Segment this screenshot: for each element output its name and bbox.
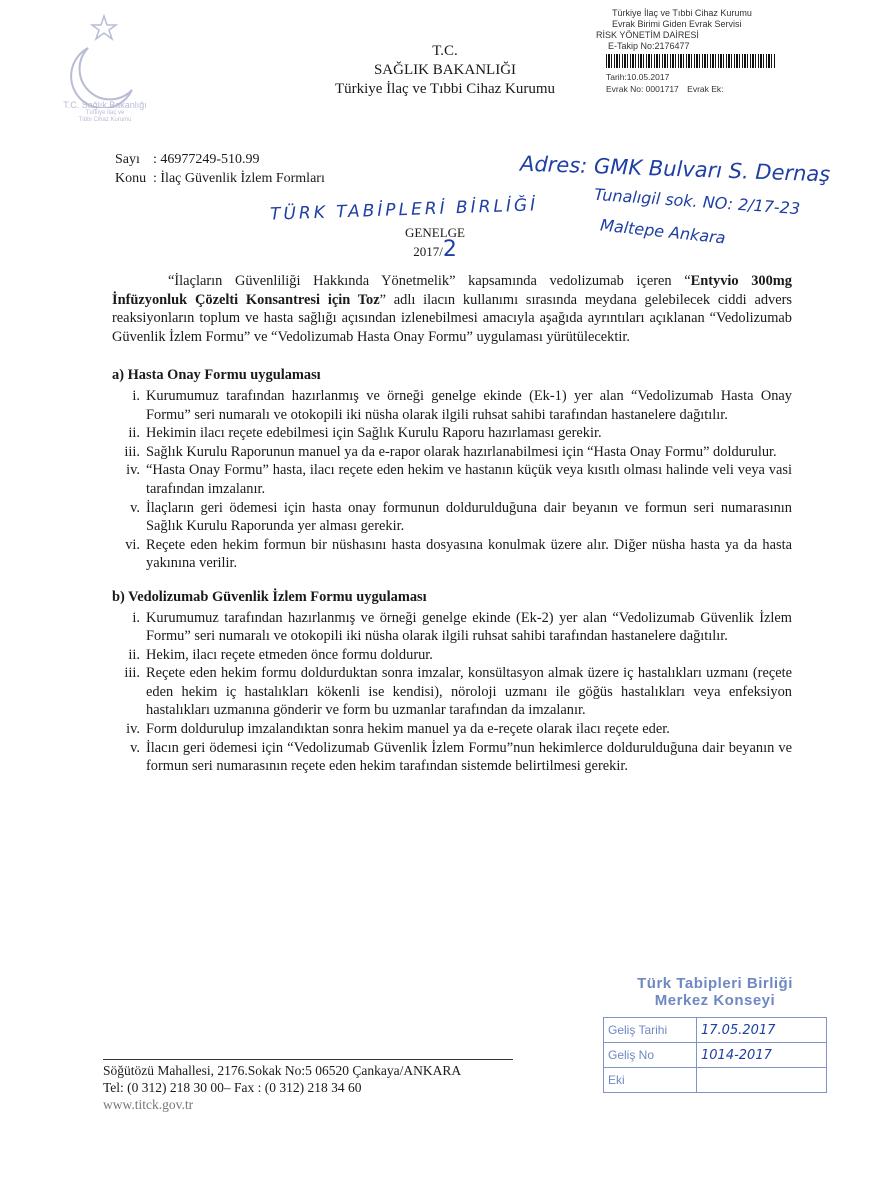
section-b	[112, 588, 792, 776]
item-text: Reçete eden hekim formu doldurduktan sonra imzalar, konsültasyon almak üzere iç hastalıkları uzmanı (reçete eden hekim iç hastalıkları kökenli ise kendisi), nöroloji uzmanı ile göğüs hastalıkları veya enfeksiyon hastalıkları uzmanına gönderir ve form bu uzmanlar tarafından da imzalanır.	[146, 665, 792, 719]
footer-phone: Tel: (0 312) 218 30 00– Fax : (0 312) 218 34 60	[103, 1080, 362, 1095]
logo-line-1: T.C. Sağlık Bakanlığı	[63, 100, 147, 110]
item-text: Kurumumuz tarafından hazırlanmış ve örneği genelge ekinde (Ek-2) yer alan “Vedolizumab Güvenlik İzlem Formu” seri numaralı ve otokopili iki nüsha olarak ilgili ruhsat sahibi tarafından hastanelere dağıtılır.	[146, 609, 792, 645]
circular-number	[385, 224, 485, 260]
receipt-stamp	[603, 975, 827, 1107]
handwritten-address: Adres: GMK Bulvarı S. Dernaş	[519, 151, 831, 187]
document-meta	[115, 150, 325, 188]
item-text: İlaçların geri ödemesi için hasta onay formunun doldurulduğuna dair beyanın ve formun seri numarasının Sağlık Kurulu Raporunda yer alması gerekir.	[146, 499, 792, 535]
item-number: v.	[130, 499, 140, 516]
list-item	[112, 461, 792, 498]
letterhead	[250, 42, 640, 99]
receipt-value: 1014-2017	[697, 1043, 827, 1068]
item-number: iii.	[124, 443, 140, 460]
section-a	[112, 366, 792, 573]
stamp-evrak-no: Evrak No: 0001717	[606, 84, 679, 94]
receipt-value: 17.05.2017	[697, 1018, 827, 1043]
table-row	[604, 1068, 827, 1093]
list-item	[112, 536, 792, 573]
handwritten-recipient: TÜRK TABİPLERİ BİRLİĞİ	[269, 195, 539, 225]
list-item	[112, 499, 792, 536]
item-number: v.	[130, 739, 140, 756]
barcode	[606, 54, 776, 68]
receipt-value	[697, 1068, 827, 1093]
sayi-label: Sayı	[115, 152, 140, 167]
item-text: Form doldurulup imzalandıktan sonra hekim manuel ya da e-reçete olarak ilacı reçete eder.	[146, 721, 670, 738]
footer-website: www.titck.gov.tr	[103, 1097, 194, 1112]
table-row	[604, 1018, 827, 1043]
footer-address: Söğütözü Mahallesi, 2176.Sokak No:5 06520 Çankaya/ANKARA	[103, 1063, 462, 1078]
receipt-stamp-council: Merkez Konseyi	[654, 992, 776, 1009]
item-number: iv.	[126, 721, 140, 738]
logo-line-3: Tıbbi Cihaz Kurumu	[78, 117, 132, 123]
list-item	[112, 739, 792, 776]
item-number: ii.	[128, 425, 140, 442]
footer	[103, 1062, 461, 1113]
genelge-label: GENELGE	[405, 225, 465, 240]
genelge-year: 2017/	[413, 244, 443, 259]
intro-text-1: “İlaçların Güvenliliği Hakkında Yönetmelik” kapsamında vedolizumab içeren “	[168, 273, 691, 289]
item-text: Hekimin ilacı reçete edebilmesi için Sağlık Kurulu Raporu hazırlaması gerekir.	[146, 425, 602, 442]
intro-paragraph	[112, 272, 792, 346]
receipt-label: Geliş Tarihi	[604, 1018, 697, 1043]
header-ministry: SAĞLIK BAKANLIĞI	[373, 62, 517, 78]
section-a-title: a) Hasta Onay Formu uygulaması	[112, 367, 321, 384]
item-number: i.	[132, 387, 140, 404]
crescent-star-icon	[40, 8, 170, 108]
list-item	[112, 646, 792, 665]
item-number: ii.	[128, 646, 140, 663]
handwritten-district: Maltepe Ankara	[599, 215, 727, 248]
logo-caption	[40, 100, 170, 124]
stamp-line-1: Türkiye İlaç ve Tıbbi Cihaz Kurumu	[612, 8, 752, 18]
list-item	[112, 664, 792, 720]
stamp-line-2: Evrak Birimi Giden Evrak Servisi	[612, 19, 742, 29]
item-number: iv.	[126, 462, 140, 479]
genelge-number: 2	[442, 237, 457, 262]
list-item	[112, 443, 792, 462]
konu-value: : İlaç Güvenlik İzlem Formları	[153, 171, 325, 186]
receipt-stamp-org: Türk Tabipleri Birliği	[637, 975, 793, 992]
item-text: Kurumumuz tarafından hazırlanmış ve örneği genelge ekinde (Ek-1) yer alan “Vedolizumab Hasta Onay Formu” seri numaralı ve otokopili iki nüsha olarak ilgili ruhsat sahibi tarafından hastanelere dağıtılır.	[146, 387, 792, 423]
item-number: iii.	[124, 665, 140, 682]
intro-text-2: ” adlı ilacın kullanımı sırasında meydana gelebilecek ciddi advers reaksiyonların toplum ve hasta sağlığı açısından izlenebilmesi amacıyla aşağıda ayrıntıları açıklanan “Vedolizumab Güvenlik İzlem Formu” ve “Vedolizumab Hasta Onay Formu” uygulaması yürütülecektir.	[112, 291, 792, 345]
stamp-evrak-ek: Evrak Ek:	[687, 84, 724, 94]
footer-divider	[103, 1059, 513, 1060]
receipt-label: Geliş No	[604, 1043, 697, 1068]
konu-label: Konu	[115, 171, 147, 186]
handwritten-street: Tunalıgil sok. NO: 2/17-23	[593, 184, 801, 219]
stamp-line-4: E-Takip No:2176477	[608, 41, 690, 51]
item-text: “Hasta Onay Formu” hasta, ilacı reçete eden hekim ve hastanın küçük veya kısıtlı olması halinde veli veya vasi tarafından imzalanır.	[146, 462, 792, 497]
list-item	[112, 609, 792, 646]
item-number: i.	[132, 609, 140, 626]
header-tc: T.C.	[432, 43, 458, 59]
table-row	[604, 1043, 827, 1068]
stamp-line-3: RİSK YÖNETİM DAİRESİ	[596, 30, 699, 40]
receipt-label: Eki	[604, 1068, 697, 1093]
stamp-date: Tarih:10.05.2017	[606, 72, 670, 82]
outgoing-document-stamp	[590, 8, 830, 95]
item-text: Sağlık Kurulu Raporunun manuel ya da e-rapor olarak hazırlanabilmesi için “Hasta Onay Formu” doldurulur.	[146, 443, 777, 460]
item-number: vi.	[125, 536, 140, 553]
sayi-value: : 46977249-510.99	[153, 152, 260, 167]
section-b-title: b) Vedolizumab Güvenlik İzlem Formu uygulaması	[112, 588, 427, 605]
document-body	[112, 272, 792, 791]
receipt-table	[603, 1017, 827, 1093]
list-item	[112, 720, 792, 739]
list-item	[112, 387, 792, 424]
product-name: Entyvio 300mg İnfüzyonluk Çözelti Konsantresi için Toz	[112, 273, 792, 308]
list-item	[112, 424, 792, 443]
item-text: İlacın geri ödemesi için “Vedolizumab Güvenlik İzlem Formu”nun hekimlerce doldurulduğuna dair beyanın ve formun seri numarasının reçete eden hekim tarafından sistemde belirtilmesi gerekir.	[146, 739, 792, 775]
header-institution: Türkiye İlaç ve Tıbbi Cihaz Kurumu	[334, 81, 556, 97]
item-text: Hekim, ilacı reçete etmeden önce formu doldurur.	[146, 646, 433, 663]
logo-line-2: Türkiye İlaç ve	[85, 110, 125, 116]
item-text: Reçete eden hekim formun bir nüshasını hasta dosyasına konulmak üzere alır. Diğer nüsha hasta ya da hasta yakınına verilir.	[146, 536, 792, 572]
